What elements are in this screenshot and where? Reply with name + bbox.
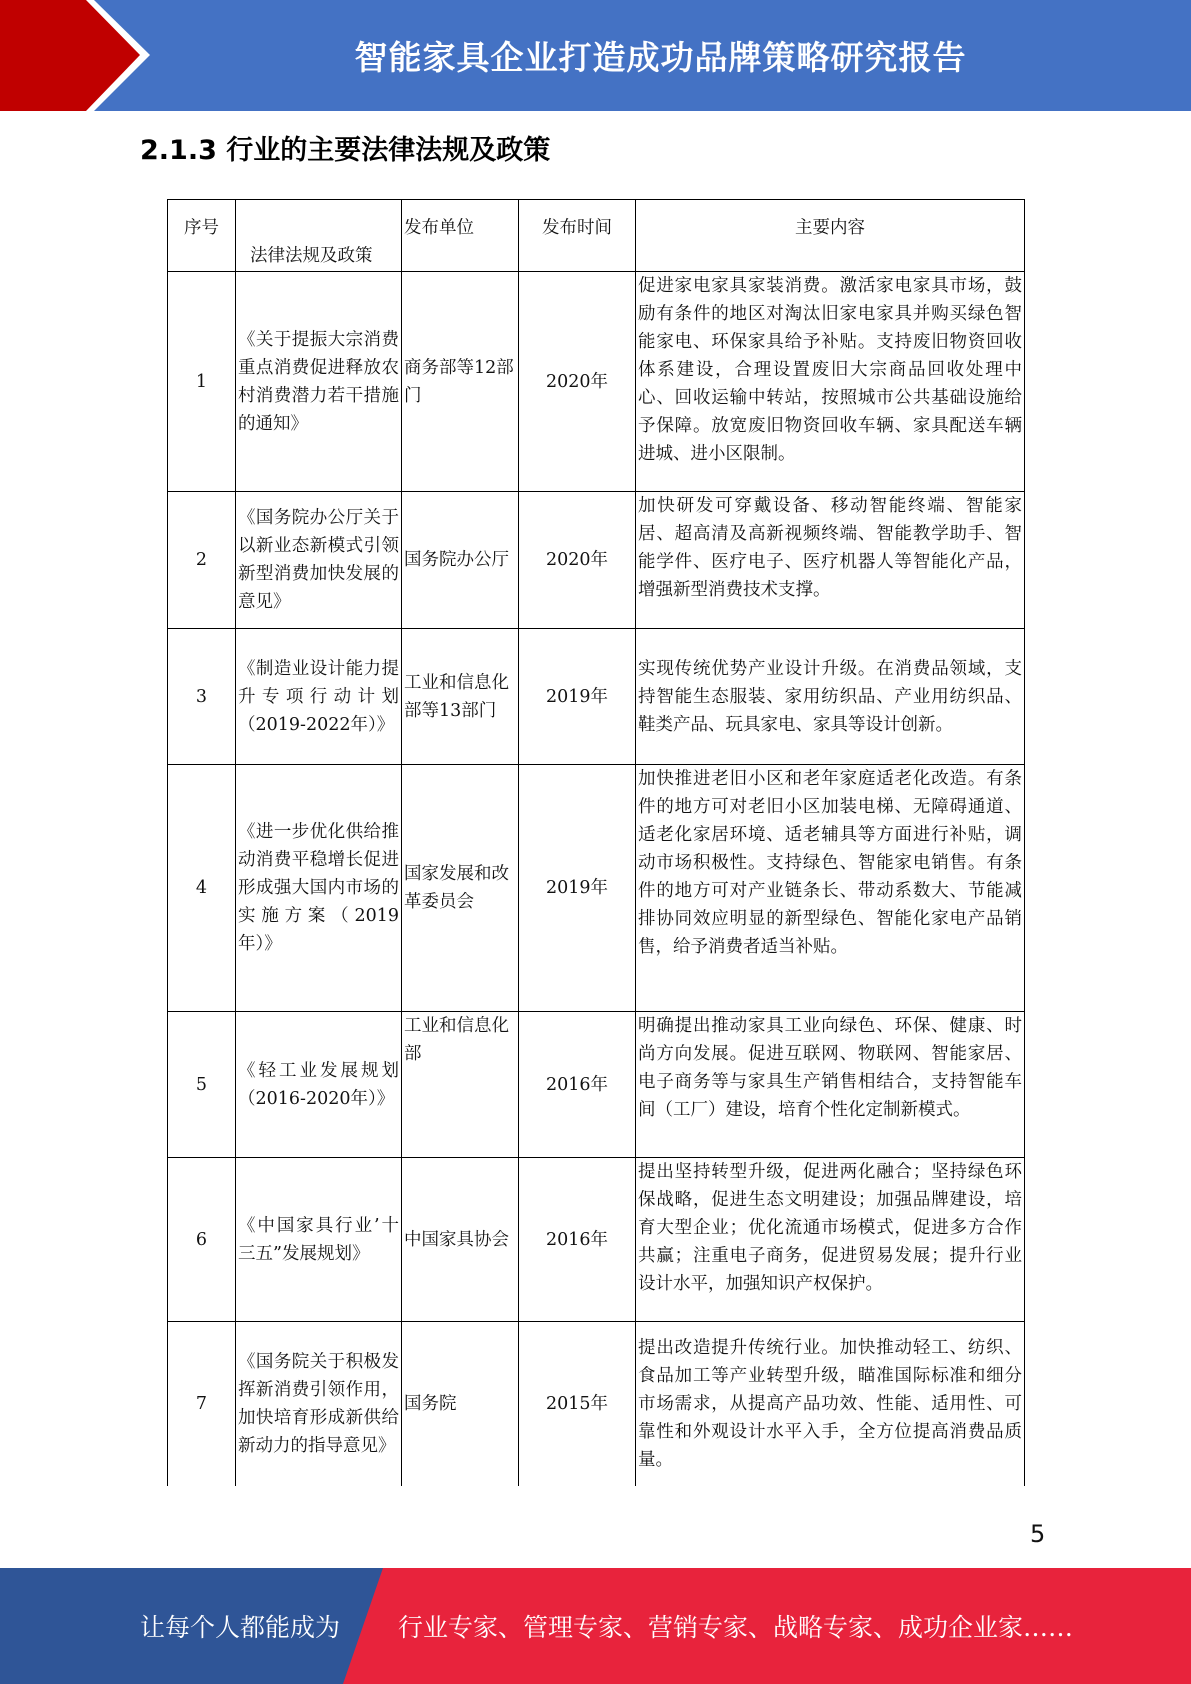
- table-row: [168, 1322, 1025, 1486]
- table-row: [168, 492, 1025, 629]
- column-header-time: 发布时间: [519, 200, 636, 272]
- issuing-org: 工业和信息化部等13部门: [402, 629, 519, 765]
- issuing-org: 国务院办公厅: [402, 492, 519, 629]
- page-header: [0, 0, 1191, 111]
- column-header-law: 法律法规及政策: [236, 200, 402, 272]
- table-row: [168, 1012, 1025, 1158]
- policy-table: [167, 199, 1025, 1486]
- table-row: [168, 765, 1025, 1012]
- issuing-org: 国家发展和改革委员会: [402, 765, 519, 1012]
- main-content: 加快研发可穿戴设备、移动智能终端、智能家居、超高清及高新视频终端、智能教学助手、智能学件、医疗电子、医疗机器人等智能化产品，增强新型消费技术支撑。: [636, 492, 1025, 629]
- issuing-org: 中国家具协会: [402, 1158, 519, 1322]
- issuing-org: 商务部等12部门: [402, 272, 519, 492]
- column-header-no: 序号: [168, 200, 236, 272]
- row-number: 2: [168, 492, 236, 629]
- issue-year: 2019年: [519, 765, 636, 1012]
- issuing-org: 国务院: [402, 1322, 519, 1486]
- table-row: [168, 272, 1025, 492]
- main-content: 加快推进老旧小区和老年家庭适老化改造。有条件的地方可对老旧小区加装电梯、无障碍通道、适老化家居环境、适老辅具等方面进行补贴，调动市场积极性。支持绿色、智能家电销售。有条件的地方可对产业链条长、带动系数大、节能减排协同效应明显的新型绿色、智能化家电产品销售，给予消费者适当补贴。: [636, 765, 1025, 1012]
- footer-slogan-left: 让每个人都能成为: [140, 1613, 341, 1642]
- issue-year: 2016年: [519, 1158, 636, 1322]
- column-header-content: 主要内容: [636, 200, 1025, 272]
- table-row: [168, 1158, 1025, 1322]
- column-header-org: 发布单位: [402, 200, 519, 272]
- main-content: 促进家电家具家装消费。激活家电家具市场，鼓励有条件的地区对淘汰旧家电家具并购买绿色智能家电、环保家具给予补贴。支持废旧物资回收体系建设，合理设置废旧大宗商品回收处理中心、回收运输中转站，按照城市公共基础设施给予保障。放宽废旧物资回收车辆、家具配送车辆进城、进小区限制。: [636, 272, 1025, 492]
- main-content: 实现传统优势产业设计升级。在消费品领域，支持智能生态服装、家用纺织品、产业用纺织品、鞋类产品、玩具家电、家具等设计创新。: [636, 629, 1025, 765]
- main-content: 提出改造提升传统行业。加快推动轻工、纺织、食品加工等产业转型升级，瞄准国际标准和细分市场需求，从提高产品功效、性能、适用性、可靠性和外观设计水平入手，全方位提高消费品质量。: [636, 1322, 1025, 1486]
- row-number: 6: [168, 1158, 236, 1322]
- issue-year: 2016年: [519, 1012, 636, 1158]
- row-number: 1: [168, 272, 236, 492]
- law-name: 《关于提振大宗消费重点消费促进释放农村消费潜力若干措施的通知》: [236, 272, 402, 492]
- row-number: 7: [168, 1322, 236, 1486]
- page-number: 5: [1030, 1520, 1046, 1548]
- page-footer: [0, 1568, 1191, 1684]
- main-content: 明确提出推动家具工业向绿色、环保、健康、时尚方向发展。促进互联网、物联网、智能家居、电子商务等与家具生产销售相结合，支持智能车间（工厂）建设，培育个性化定制新模式。: [636, 1012, 1025, 1158]
- law-name: 《进一步优化供给推动消费平稳增长促进形成强大国内市场的实施方案（2019年）》: [236, 765, 402, 1012]
- table-row: [168, 629, 1025, 765]
- row-number: 5: [168, 1012, 236, 1158]
- law-name: 《制造业设计能力提升专项行动计划（2019-2022年）》: [236, 629, 402, 765]
- issue-year: 2015年: [519, 1322, 636, 1486]
- law-name: 《中国家具行业’十三五”发展规划》: [236, 1158, 402, 1322]
- footer-slogan-right: 行业专家、管理专家、营销专家、战略专家、成功企业家……: [398, 1613, 1074, 1642]
- row-number: 4: [168, 765, 236, 1012]
- issuing-org: 工业和信息化部: [402, 1012, 519, 1158]
- table-header-row: [168, 200, 1025, 272]
- issue-year: 2019年: [519, 629, 636, 765]
- law-name: 《国务院办公厅关于以新业态新模式引领新型消费加快发展的意见》: [236, 492, 402, 629]
- issue-year: 2020年: [519, 272, 636, 492]
- report-title: 智能家具企业打造成功品牌策略研究报告: [354, 38, 967, 77]
- row-number: 3: [168, 629, 236, 765]
- law-name: 《国务院关于积极发挥新消费引领作用，加快培育形成新供给新动力的指导意见》: [236, 1322, 402, 1486]
- issue-year: 2020年: [519, 492, 636, 629]
- section-heading: 2.1.3 行业的主要法律法规及政策: [140, 135, 551, 166]
- law-name: 《轻工业发展规划（2016-2020年）》: [236, 1012, 402, 1158]
- main-content: 提出坚持转型升级，促进两化融合；坚持绿色环保战略，促进生态文明建设；加强品牌建设，培育大型企业；优化流通市场模式，促进多方合作共赢；注重电子商务，促进贸易发展；提升行业设计水平，加强知识产权保护。: [636, 1158, 1025, 1322]
